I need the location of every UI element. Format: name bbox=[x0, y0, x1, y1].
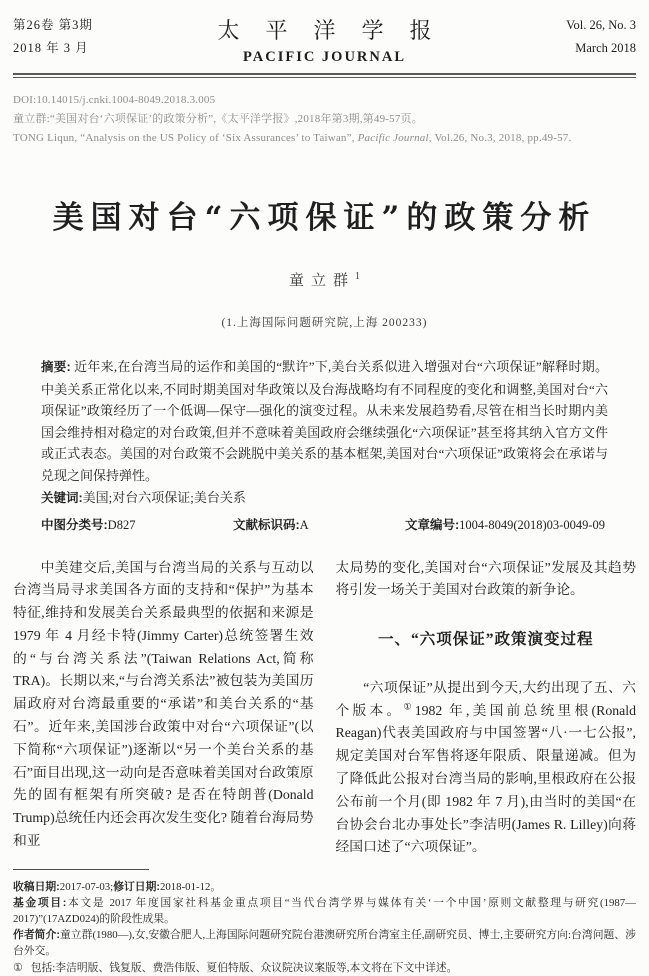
body-paragraph-left: 中美建交后,美国与台湾当局的关系与互动以台湾当局寻求美国各方面的支持和“保护”为基本特征,维持和发展美台关系最典型的依据和来源是 1979 年 4 月经卡特(Jimmy Carter)总统签署生效的“与台湾关系法”(Taiwan Relations Act,简称 TRA)。长期以来,“与台湾关系法”被包装为美国历届政府对台湾最重要的“承诺”和美台关系的“基石”。近年来,美国涉台政策中对台“六项保证”(以下简称“六项保证”)逐渐以“另一个美台关系的基石”面目出现,这一动向是否意味着美国对台政策原先的固有框架有所突破? 是否在特朗普(Donald Trump)总统任内还会再次发生变化? 随着台海局势和亚 bbox=[13, 559, 314, 849]
footnote-1-marker: ① bbox=[13, 961, 23, 974]
header-center bbox=[163, 14, 486, 66]
footnotes-block bbox=[13, 879, 636, 976]
meta-block bbox=[13, 91, 636, 148]
funding-label: 基金项目: bbox=[13, 896, 67, 909]
header-right bbox=[486, 14, 636, 60]
author-superscript: 1 bbox=[355, 271, 360, 282]
received-label: 收稿日期: bbox=[13, 880, 60, 893]
keywords-line bbox=[41, 487, 608, 510]
header-left bbox=[13, 14, 163, 60]
keywords-text: 美国;对台六项保证;美台关系 bbox=[82, 490, 246, 505]
left-column bbox=[13, 557, 314, 859]
doc-code-segment bbox=[233, 515, 405, 536]
abstract-block bbox=[41, 356, 608, 536]
journal-header bbox=[13, 14, 636, 66]
paragraph-text: “六项保证”从提出到今天,大约出现了五、六个版本。 bbox=[335, 679, 636, 718]
journal-title-en: PACIFIC JOURNAL bbox=[242, 49, 407, 65]
funding-text: 本文是 2017 年度国家社科基金重点项目“当代台湾学界与媒体有关‘一个中国’原则文献整理与研究(1987—2017)”(17AZD024)的阶段性成果。 bbox=[13, 896, 636, 925]
header-double-rule bbox=[13, 73, 636, 78]
bio-label: 作者简介: bbox=[13, 928, 60, 941]
keywords-label: 关键词: bbox=[41, 491, 83, 505]
paragraph-text: 1982 年,美国前总统里根(Ronald Reagan)代表美国政府与中国签署“八·一七公报”,规定美国对台军售将逐年限质、限量递减。但为了降低此公报对台湾当局的影响,里根政府在公报公布前一个月(即 1982 年 7 月),由当时的美国“在台协会台北办事处长”李洁明(James R. Lilley)向蒋经国口述了“六项保证”。 bbox=[335, 702, 636, 855]
bio-text: 童立群(1980—),女,安徽合肥人,上海国际问题研究院台港澳研究所台湾室主任,副研究员、博士,主要研究方向:台湾问题、涉台外交。 bbox=[13, 928, 636, 957]
revised-label: 修订日期: bbox=[113, 880, 160, 893]
author-line bbox=[13, 269, 636, 290]
citation-cn: 童立群:“美国对台‘六项保证’的政策分析”,《太平洋学报》,2018年第3期,第49-57页。 bbox=[13, 113, 423, 125]
funding-line bbox=[13, 895, 636, 927]
revised-date: 2018-01-12。 bbox=[159, 880, 222, 893]
body-paragraph-continuation: 太局势的变化,美国对台“六项保证”发展及其趋势将引发一场关于美国对台政策的新争论。 bbox=[335, 559, 636, 598]
date-en: March 2018 bbox=[575, 41, 636, 55]
volume-issue-en: Vol. 26, No. 3 bbox=[566, 18, 636, 32]
doc-code-label: 文献标识码: bbox=[233, 517, 300, 532]
footnote-1 bbox=[13, 960, 636, 976]
body-paragraph-right bbox=[336, 677, 637, 859]
body-columns bbox=[13, 557, 636, 859]
bio-line bbox=[13, 927, 636, 959]
citation-en-journal: Pacific Journal bbox=[357, 132, 429, 144]
citation-en bbox=[13, 129, 636, 148]
classification-line bbox=[41, 515, 608, 536]
affiliation: (1.上海国际问题研究院,上海 200233) bbox=[221, 317, 428, 329]
doc-code-value: A bbox=[299, 517, 309, 532]
abstract-label: 摘要: bbox=[41, 360, 71, 374]
doi-line: DOI:10.14015/j.cnki.1004-8049.2018.3.005 bbox=[13, 94, 216, 106]
received-date: 2017-07-03; bbox=[59, 880, 114, 893]
footnote-ref-marker: ① bbox=[403, 701, 415, 712]
clc-segment bbox=[41, 515, 233, 536]
section-heading: 一、“六项保证”政策演变过程 bbox=[377, 631, 594, 649]
footnote-1-text: 包括:李洁明版、钱复版、费浩伟版、夏伯特版、众议院决议案版等,本文将在下文中详述。 bbox=[30, 961, 458, 974]
footnote-divider bbox=[13, 869, 149, 870]
article-id-label: 文章编号: bbox=[405, 517, 460, 532]
author-name: 童立群 bbox=[288, 273, 355, 289]
abstract-text: 近年来,在台湾当局的运作和美国的“默许”下,美台关系似进入增强对台“六项保证”解释时期。中美关系正常化以来,不同时期美国对华政策以及台海战略均有不同程度的变化和调整,美国对台“六项保证”政策经历了一个低调—保守—强化的演变过程。从未来发展趋势看,尽管在相当长时期内美国会维持相对稳定的对台政策,但并不意味着美国政府会继续强化“六项保证”甚至将其纳入官方文件或正式表态。美国的对台政策不会跳脱中美关系的基本框架,美国对台“六项保证”政策将会在承诺与兑现之间保持弹性。 bbox=[41, 359, 608, 483]
article-id-segment bbox=[405, 515, 608, 536]
clc-value: D827 bbox=[107, 517, 136, 532]
date-cn: 2018 年 3 月 bbox=[13, 41, 89, 55]
article-id-value: 1004-8049(2018)03-0049-09 bbox=[459, 517, 605, 532]
citation-en-suffix: , Vol.26, No.3, 2018, pp.49-57. bbox=[428, 132, 572, 144]
clc-label: 中图分类号: bbox=[41, 517, 108, 532]
article-title: 美国对台“六项保证”的政策分析 bbox=[52, 200, 597, 236]
citation-en-prefix: TONG Liqun, “Analysis on the US Policy of ‘Six Assurances’ to Taiwan”, bbox=[13, 132, 358, 144]
right-column bbox=[336, 557, 637, 859]
abstract-paragraph bbox=[41, 356, 608, 486]
volume-issue-cn: 第26卷 第3期 bbox=[13, 18, 93, 32]
dates-line bbox=[13, 879, 636, 895]
journal-title-cn: 太平洋学报 bbox=[217, 18, 458, 43]
